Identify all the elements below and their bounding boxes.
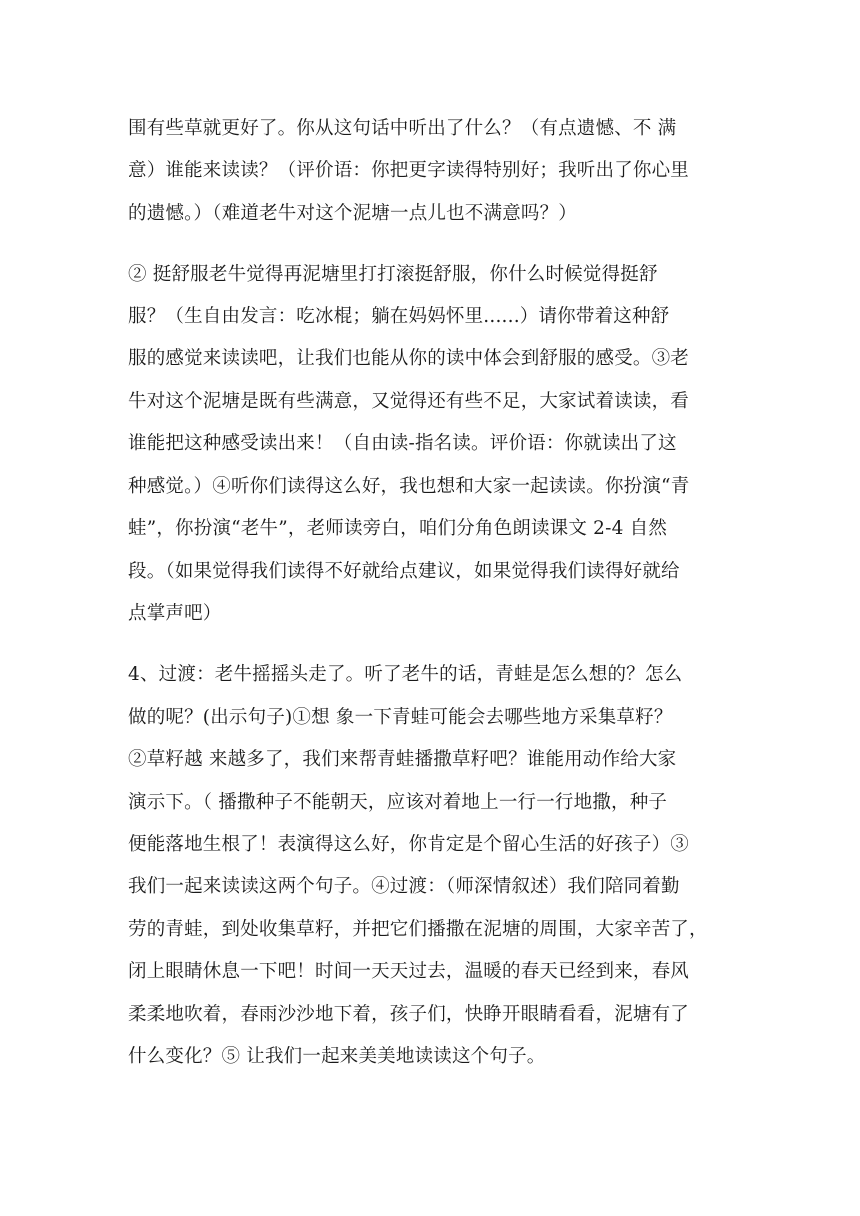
text-line: 蛙”，你扮演“老牛”，老师读旁白，咱们分角色朗读课文 2-4 自然 xyxy=(128,518,668,539)
text-line: 围有些草就更好了。你从这句话中听出了什么？（有点遗憾、不 满 xyxy=(128,118,677,139)
text-line: ② 挺舒服老牛觉得再泥塘里打打滚挺舒服，你什么时候觉得挺舒 xyxy=(128,264,658,285)
text-line: 种感觉。）④听你们读得这么好，我也想和大家一起读读。你扮演“青 xyxy=(128,476,690,497)
text-line: 我们一起来读读这两个句子。④过渡：（师深情叙述）我们陪同着勤 xyxy=(128,876,680,897)
text-line: 柔柔地吹着，春雨沙沙地下着，孩子们，快睁开眼睛看看，泥塘有了 xyxy=(128,1004,690,1025)
text-line: 便能落地生根了！表演得这么好，你肯定是个留心生活的好孩子）③ xyxy=(128,834,690,855)
text-line: 牛对这个泥塘是既有些满意，又觉得还有些不足，大家试着读读，看 xyxy=(128,391,690,412)
text-line: 4、过渡：老牛摇摇头走了。听了老牛的话，青蛙是怎么想的？怎么 xyxy=(128,664,683,685)
text-line: 意）谁能来读读？（评价语：你把更字读得特别好；我听出了你心里 xyxy=(128,160,690,181)
text-line: 段。（如果觉得我们读得不好就给点建议，如果觉得我们读得好就给 xyxy=(128,561,680,582)
text-line: 做的呢？(出示句子)①想 象一下青蛙可能会去哪些地方采集草籽？ xyxy=(128,707,673,728)
text-line: 服？（生自由发言：吃冰棍；躺在妈妈怀里......）请你带着这种舒 xyxy=(128,306,670,327)
text-line: ②草籽越 来越多了，我们来帮青蛙播撒草籽吧？谁能用动作给大家 xyxy=(128,749,677,770)
text-line: 的遗憾。）（难道老牛对这个泥塘一点儿也不满意吗？） xyxy=(128,203,578,224)
text-line: 点掌声吧） xyxy=(128,603,222,624)
text-line: 什么变化？⑤ 让我们一起来美美地读读这个句子。 xyxy=(128,1046,546,1067)
text-line: 谁能把这种感受读出来！（自由读-指名读。评价语：你就读出了这 xyxy=(128,433,677,454)
text-line: 演示下。（ 播撒种子不能朝天，应该对着地上一行一行地撒，种子 xyxy=(128,792,668,813)
text-line: 服的感觉来读读吧，让我们也能从你的读中体会到舒服的感受。③老 xyxy=(128,348,690,369)
text-line: 闭上眼睛休息一下吧！时间一天天过去，温暖的春天已经到来，春风 xyxy=(128,961,690,982)
text-line: 劳的青蛙，到处收集草籽，并把它们播撒在泥塘的周围，大家辛苦了， xyxy=(128,919,708,940)
